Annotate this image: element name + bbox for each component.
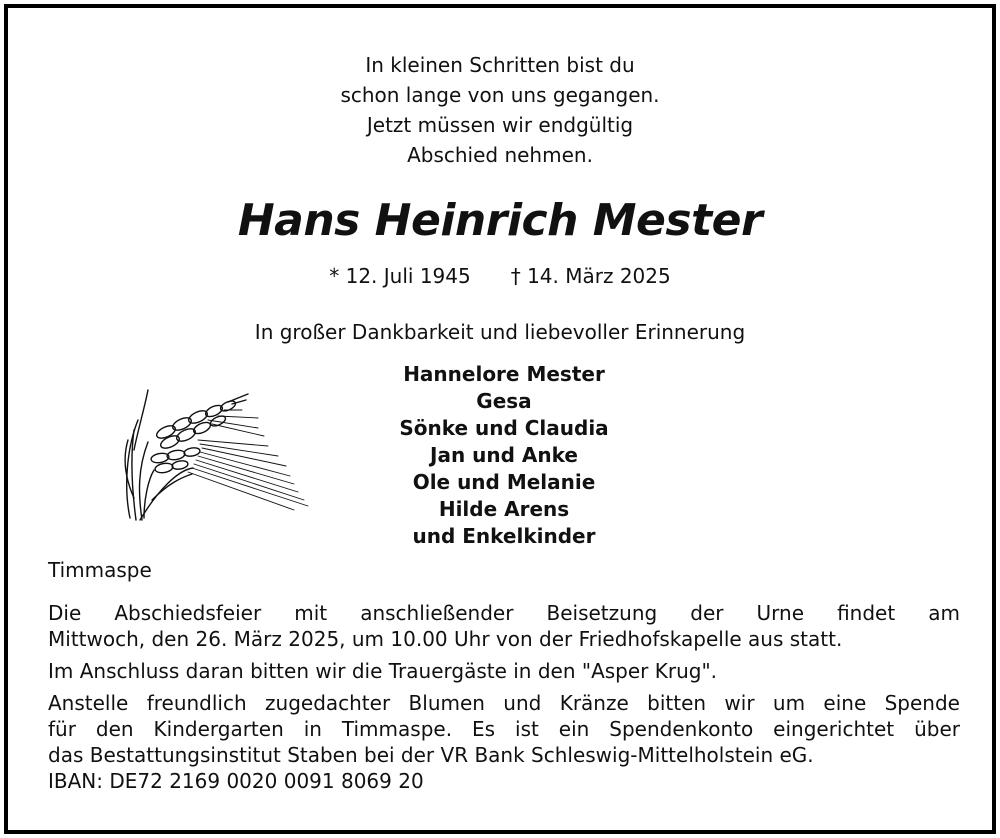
donation-line: das Bestattungsinstitut Staben bei der VR Bank Schleswig-Mittelholstein eG. xyxy=(48,743,814,767)
ceremony-paragraph xyxy=(48,600,960,652)
notice-body xyxy=(48,600,960,800)
donation-paragraph xyxy=(48,690,960,794)
mourner: Sönke und Claudia xyxy=(399,416,609,440)
birth-date: * 12. Juli 1945 xyxy=(329,264,471,288)
obituary-notice xyxy=(4,4,996,834)
place-name: Timmaspe xyxy=(48,558,152,582)
iban-line: IBAN: DE72 2169 0020 0091 8069 20 xyxy=(48,769,424,793)
life-dates xyxy=(8,264,992,288)
poem xyxy=(8,50,992,170)
poem-line: schon lange von uns gegangen. xyxy=(340,83,660,107)
donation-line: für den Kindergarten in Timmaspe. Es ist ein Spendenkonto eingerichtet über xyxy=(48,717,960,741)
mourner: und Enkelkinder xyxy=(412,524,596,548)
reception-paragraph: Im Anschluss daran bitten wir die Trauergäste in den "Asper Krug". xyxy=(48,659,718,683)
ceremony-line: Die Abschiedsfeier mit anschließender Beisetzung der Urne findet am xyxy=(48,601,960,625)
donation-line: Anstelle freundlich zugedachter Blumen und Kränze bitten wir um eine Spende xyxy=(48,691,960,715)
mourner: Gesa xyxy=(476,389,532,413)
thanks-line: In großer Dankbarkeit und liebevoller Erinnerung xyxy=(254,320,746,344)
mourner: Hilde Arens xyxy=(438,497,570,521)
death-date: † 14. März 2025 xyxy=(510,264,671,288)
wheat-ears-icon xyxy=(108,380,318,525)
deceased-name: Hans Heinrich Mester xyxy=(237,195,763,246)
poem-line: Abschied nehmen. xyxy=(407,143,593,167)
mourner: Hannelore Mester xyxy=(403,362,605,386)
poem-line: Jetzt müssen wir endgültig xyxy=(366,113,634,137)
ceremony-line: Mittwoch, den 26. März 2025, um 10.00 Uhr von der Friedhofskapelle aus statt. xyxy=(48,627,843,651)
mourner: Ole und Melanie xyxy=(412,470,596,494)
mourners-list xyxy=(308,361,700,550)
poem-line: In kleinen Schritten bist du xyxy=(365,53,635,77)
mourner: Jan und Anke xyxy=(430,443,578,467)
